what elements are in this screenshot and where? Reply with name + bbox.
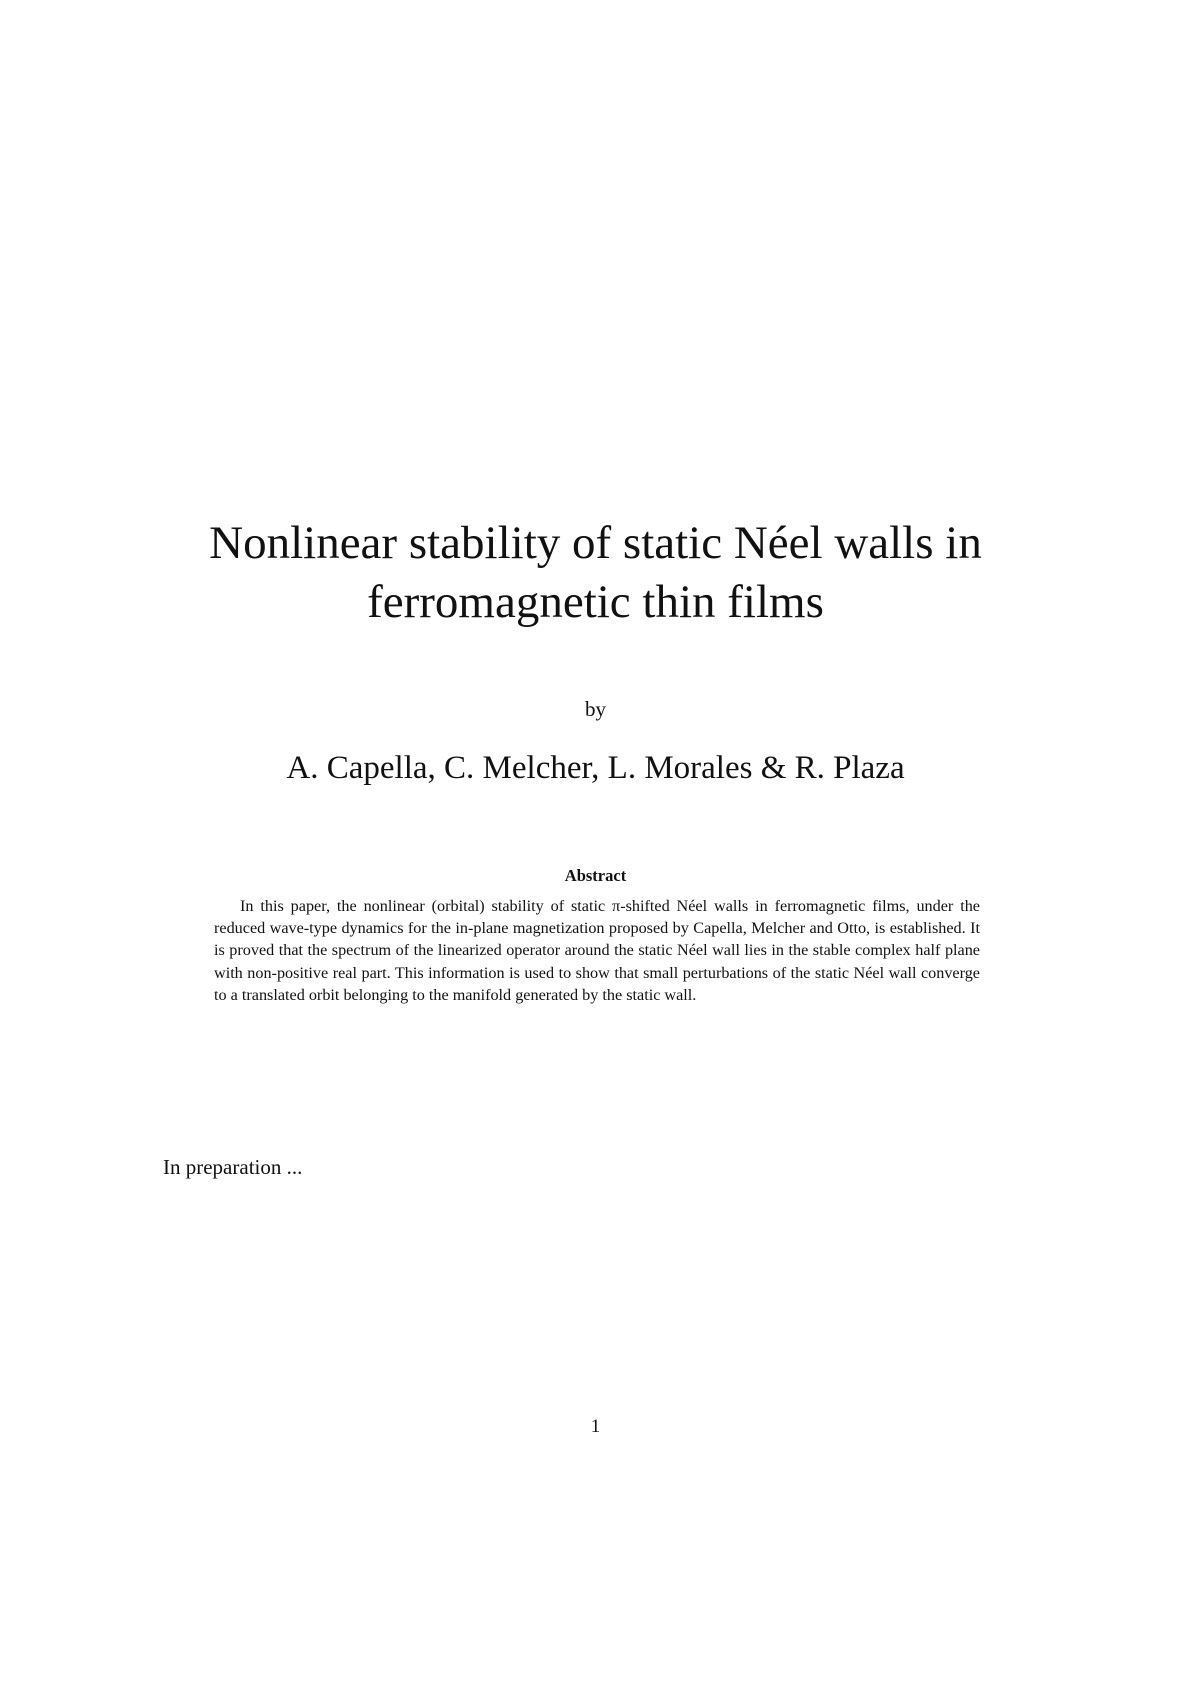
page-number: 1	[590, 1416, 601, 1437]
abstract-body	[214, 895, 980, 1006]
abstract-heading: Abstract	[564, 866, 627, 885]
author-list: A. Capella, C. Melcher, L. Morales & R. Plaza	[286, 750, 905, 786]
status-note: In preparation ...	[163, 1155, 303, 1179]
paper-title-line-1: Nonlinear stability of static Néel walls in	[209, 517, 982, 569]
abstract-text: In this paper, the nonlinear (orbital) stability of static π-shifted Néel walls in ferromagnetic films, under the reduced wave-type dynamics for the in-plane magnetization proposed by Capella, Melcher and Otto, is established. It is proved that the spectrum of the linearized operator around the static Néel wall lies in the stable complex half plane with non-positive real part. This information is used to show that small perturbations of the static Néel wall converge to a translated orbit belonging to the manifold generated by the static wall.	[214, 897, 980, 1004]
paper-title-line-2: ferromagnetic thin films	[367, 576, 824, 628]
byline: by	[585, 697, 606, 721]
